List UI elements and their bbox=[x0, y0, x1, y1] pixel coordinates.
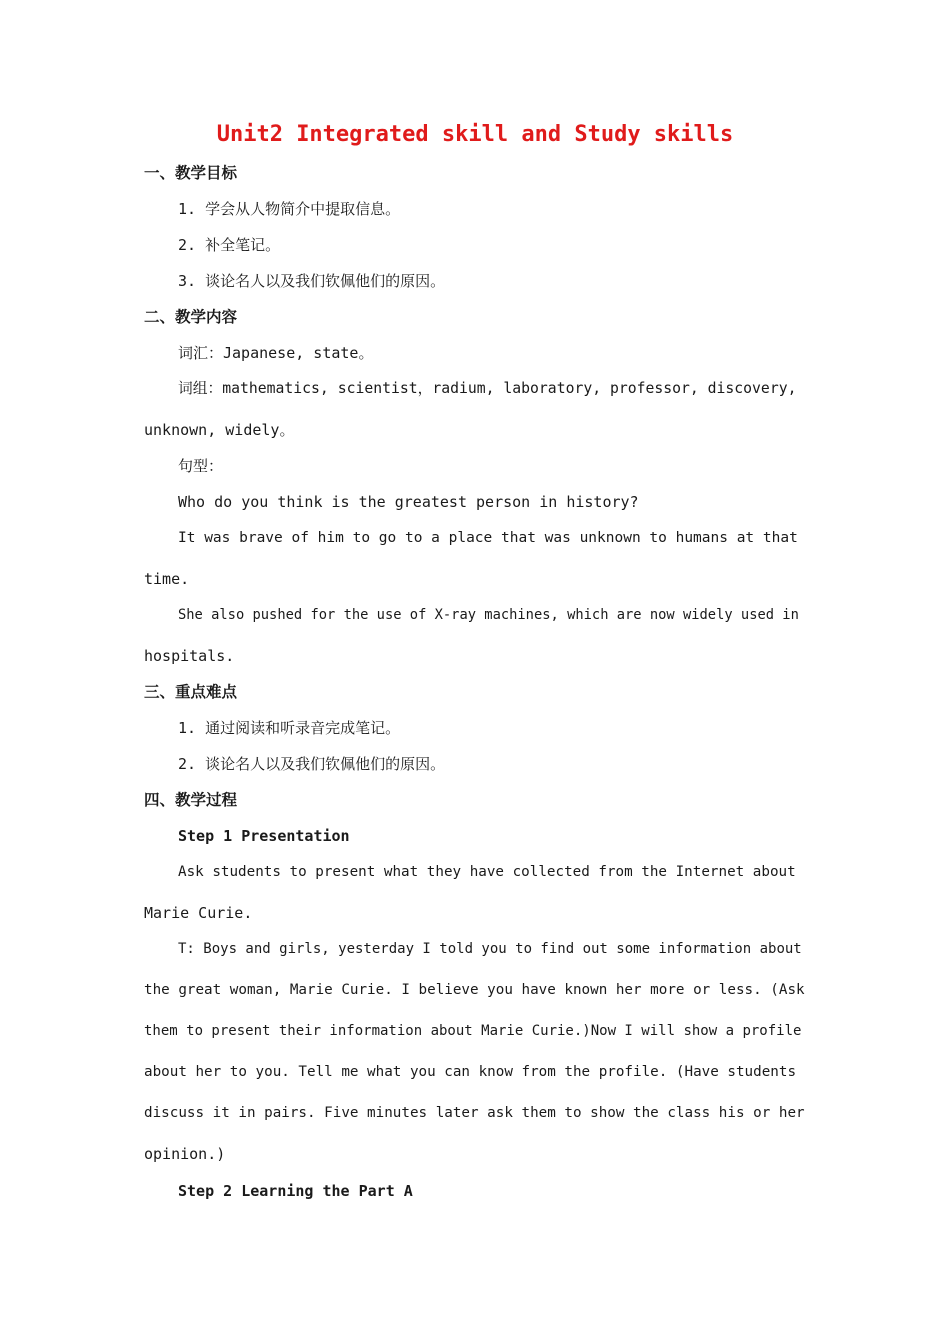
paragraph-line: Ask students to present what they have collected from the Internet about bbox=[178, 864, 796, 880]
step-title: Step 1 Presentation bbox=[178, 827, 350, 845]
list-item: 2. 补全笔记。 bbox=[178, 236, 281, 254]
phrases-line-cont: unknown, widely。 bbox=[144, 421, 295, 439]
section-heading-process: 四、教学过程 bbox=[144, 791, 238, 809]
list-item: 3. 谈论名人以及我们钦佩他们的原因。 bbox=[178, 272, 446, 290]
document-title: Unit2 Integrated skill and Study skills bbox=[216, 122, 734, 147]
paragraph-line: about her to you. Tell me what you can know from the profile. (Have students bbox=[144, 1064, 797, 1080]
paragraph-line: them to present their information about Marie Curie.)Now I will show a profile bbox=[144, 1023, 802, 1039]
phrases-line: 词组：mathematics, scientist，radium, laboratory, professor, discovery, bbox=[178, 380, 797, 397]
sentence-line: It was brave of him to go to a place that was unknown to humans at that bbox=[178, 530, 798, 546]
list-item: 1. 通过阅读和听录音完成笔记。 bbox=[178, 719, 401, 737]
paragraph-line: T: Boys and girls, yesterday I told you to find out some information about bbox=[178, 941, 802, 957]
paragraph-line-cont: Marie Curie. bbox=[144, 904, 253, 922]
vocab-line: 词汇：Japanese, state。 bbox=[178, 344, 374, 362]
sentence-line-cont: hospitals. bbox=[144, 647, 235, 665]
section-heading-objectives: 一、教学目标 bbox=[144, 164, 238, 182]
sentence-line: Who do you think is the greatest person in history? bbox=[178, 493, 639, 511]
sentences-label: 句型： bbox=[178, 457, 224, 475]
sentence-line: She also pushed for the use of X-ray machines, which are now widely used in bbox=[178, 607, 799, 623]
paragraph-line: the great woman, Marie Curie. I believe you have known her more or less. (Ask bbox=[144, 982, 805, 998]
sentence-line-cont: time. bbox=[144, 570, 190, 588]
section-heading-content: 二、教学内容 bbox=[144, 308, 238, 326]
step-title: Step 2 Learning the Part A bbox=[178, 1182, 413, 1200]
list-item: 2. 谈论名人以及我们钦佩他们的原因。 bbox=[178, 755, 446, 773]
section-heading-key-points: 三、重点难点 bbox=[144, 683, 238, 701]
paragraph-line: discuss it in pairs. Five minutes later ask them to show the class his or her bbox=[144, 1105, 805, 1121]
paragraph-line: opinion.) bbox=[144, 1145, 226, 1163]
list-item: 1. 学会从人物简介中提取信息。 bbox=[178, 200, 401, 218]
